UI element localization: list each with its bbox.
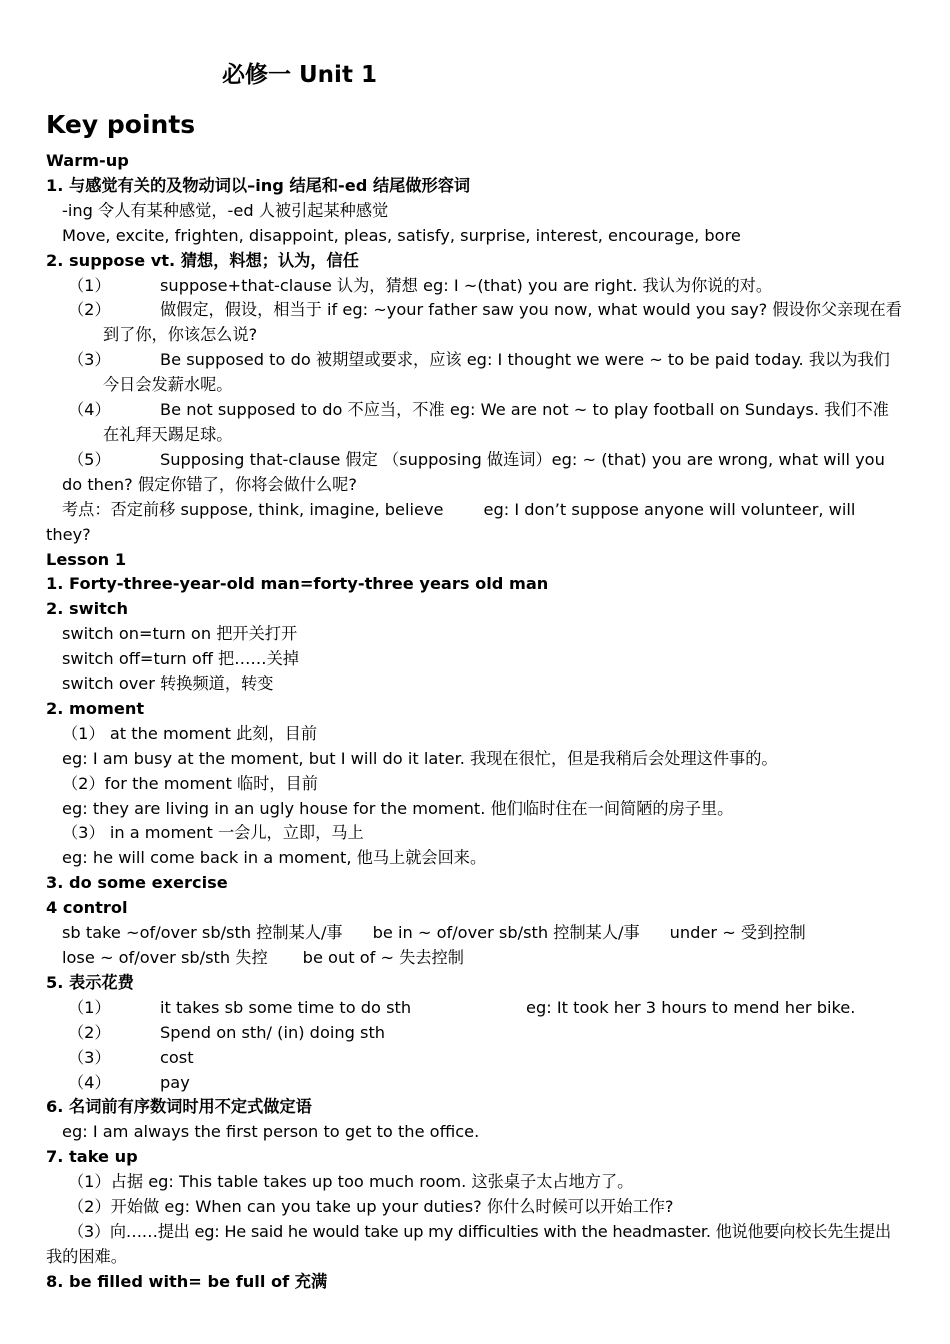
phrase: under ~ 受到控制	[669, 923, 806, 943]
item-continuation: 到了你，你该怎么说?	[103, 325, 258, 345]
point-text: eg: they are living in an ugly house for the moment. 他们临时住在一间简陋的房子里。	[62, 798, 734, 818]
point-text: （2）开始做 eg: When can you take up your duties? 你什么时候可以开始工作?	[68, 1197, 674, 1217]
point-text: eg: I am always the first person to get to the office.	[62, 1122, 480, 1142]
point-text: -ing 令人有某种感觉，-ed 人被引起某种感觉	[62, 200, 389, 220]
point-title: 6. 名词前有序数词时用不定式做定语	[46, 1097, 312, 1117]
item-number: （2）	[68, 300, 111, 320]
exam-point-example: eg: I don’t suppose anyone will volunteer, will	[483, 499, 856, 519]
point-title: 2. suppose vt. 猜想，料想；认为，信任	[46, 250, 359, 270]
point-continuation: 我的困难。	[46, 1246, 127, 1266]
phrase: sb take ~of/over sb/sth 控制某人/事	[62, 923, 343, 943]
item-text: pay	[160, 1072, 190, 1092]
list-item	[46, 398, 908, 423]
point-text: switch off=turn off 把……关掉	[62, 649, 299, 669]
item-text: it takes sb some time to do sth	[160, 997, 412, 1017]
point-text: （3）向……提出 eg: He said he would take up my difficulties with the headmaster. 他说他要向校长先生提出	[68, 1221, 891, 1241]
point-title: 8. be filled with= be full of 充满	[46, 1271, 328, 1291]
point-text: switch over 转换频道，转变	[62, 674, 274, 694]
item-text: Be not supposed to do 不应当，不准 eg: We are not ~ to play football on Sundays. 我们不准	[160, 400, 889, 420]
point-title: 2. moment	[46, 698, 145, 718]
item-number: （2）	[68, 1022, 111, 1042]
item-number: （4）	[68, 1072, 111, 1092]
list-item	[46, 298, 908, 323]
phrase: be in ~ of/over sb/sth 控制某人/事	[372, 923, 640, 943]
item-number: （4）	[68, 400, 111, 420]
point-title: 3. do some exercise	[46, 873, 228, 893]
list-item	[46, 448, 908, 473]
point-title: 1. 与感觉有关的及物动词以–ing 结尾和-ed 结尾做形容词	[46, 175, 471, 195]
exam-point-continuation: they?	[46, 524, 91, 544]
point-text: （1） at the moment 此刻，目前	[62, 723, 318, 743]
item-number: （3）	[68, 350, 111, 370]
item-text: suppose+that-clause 认为，猜想 eg: I ~(that) you are right. 我认为你说的对。	[160, 275, 773, 295]
item-continuation: 在礼拜天踢足球。	[103, 424, 233, 444]
item-text: Spend on sth/ (in) doing sth	[160, 1022, 386, 1042]
exam-point-text: 考点：否定前移 suppose, think, imagine, believe	[62, 499, 444, 519]
list-item	[46, 274, 908, 299]
point-text: （2）for the moment 临时，目前	[62, 773, 318, 793]
list-item	[46, 996, 908, 1021]
item-number: （1）	[68, 275, 111, 295]
page-title: 必修一 Unit 1	[222, 62, 377, 88]
phrase: be out of ~ 失去控制	[302, 948, 464, 967]
point-text: （1）占据 eg: This table takes up too much room. 这张桌子太占地方了。	[68, 1172, 634, 1192]
item-number: （3）	[68, 1047, 111, 1067]
list-item	[46, 348, 908, 373]
point-title: 4 control	[46, 898, 128, 918]
point-text: Move, excite, frighten, disappoint, pleas, satisfy, surprise, interest, encourage, bore	[62, 225, 741, 245]
item-continuation: do then? 假定你错了，你将会做什么呢?	[62, 474, 357, 494]
list-item	[46, 1046, 908, 1071]
list-item	[46, 1021, 908, 1046]
item-text: 做假定，假设，相当于 if eg: ~your father saw you now, what would you say? 假设你父亲现在看	[160, 300, 902, 320]
point-title: 1. Forty-three-year-old man=forty-three years old man	[46, 574, 549, 594]
point-text	[46, 946, 908, 971]
point-text: eg: I am busy at the moment, but I will do it later. 我现在很忙，但是我稍后会处理这件事的。	[62, 748, 778, 768]
list-item	[46, 1071, 908, 1096]
point-title: 2. switch	[46, 599, 129, 619]
point-text: switch on=turn on 把开关打开	[62, 624, 298, 644]
point-title: 5. 表示花费	[46, 972, 134, 992]
document-body	[46, 149, 908, 1295]
heading-warm-up: Warm-up	[46, 151, 129, 170]
point-title: 7. take up	[46, 1147, 138, 1167]
point-text: （3） in a moment 一会儿，立即，马上	[62, 823, 364, 843]
phrase: lose ~ of/over sb/sth 失控	[62, 948, 268, 967]
section-heading-key-points: Key points	[46, 110, 196, 139]
point-text	[46, 921, 908, 946]
item-text: cost	[160, 1047, 194, 1067]
point-text: eg: he will come back in a moment, 他马上就会回来。	[62, 848, 487, 868]
item-text: Supposing that-clause 假定 （supposing 做连词）eg: ~ (that) you are wrong, what will you	[160, 449, 885, 469]
heading-lesson-1: Lesson 1	[46, 549, 127, 569]
exam-point	[46, 498, 908, 523]
item-continuation: 今日会发薪水呢。	[103, 375, 233, 395]
item-number: （1）	[68, 997, 111, 1017]
item-number: （5）	[68, 449, 111, 469]
item-example: eg: It took her 3 hours to mend her bike.	[526, 997, 856, 1017]
item-text: Be supposed to do 被期望或要求，应该 eg: I thought we were ~ to be paid today. 我以为我们	[160, 350, 890, 370]
